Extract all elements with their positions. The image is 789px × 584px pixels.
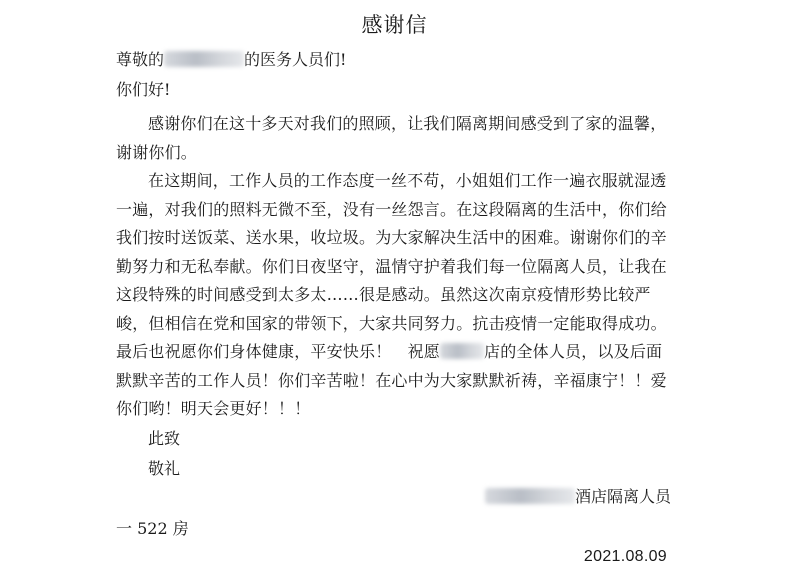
redacted-hotel-prefix [485,488,575,504]
greeting: 你们好! [116,80,171,99]
letter-body [116,110,676,424]
signature-text: 酒店隔离人员 [574,487,671,506]
letter-date: 2021.08.09 [583,548,667,565]
letter-title: 感谢信 [361,13,428,37]
closing-line-1: 此致 [148,429,181,448]
redacted-hotel-name [440,343,484,359]
paragraph-main [116,167,676,424]
salutation-prefix: 尊敬的 [116,50,165,69]
paragraph-main-part1: 在这期间，工作人员的工作态度一丝不苟，小姐姐们工作一遍衣服就湿透一遍，对我们的照料无微不至，没有一丝怨言。在这段隔离的生活中，你们给我们按时送饭菜、送水果，收垃圾。为大家解决生活中的困难。谢谢你们的辛勤努力和无私奉献。你们日夜坚守，温情守护着我们每一位隔离人员，让我在这段特殊的时间感受到太多太……很是感动。虽然这次南京疫情形势比较严峻，但相信在党和国家的带领下，大家共同努力。抗击疫情一定能取得成功。最后也祝愿你们身体健康，平安快乐！ 祝愿 [116,171,667,361]
redacted-hospital-name [164,51,244,67]
salutation-line [116,50,346,70]
paragraph-thanks: 感谢你们在这十多天对我们的照顾，让我们隔离期间感受到了家的温馨，谢谢你们。 [116,114,667,162]
paragraph-main-part2: 店的全体人员，以及后面默默辛苦的工作人员！你们辛苦啦！在心中为大家默默祈祷，辛福康宁！！爱你们哟！明天会更好！！！ [116,342,667,418]
room-number: 一 522 房 [116,519,189,538]
salutation-suffix: 的医务人员们! [244,50,347,69]
closing-line-2: 敬礼 [148,459,181,478]
signature-line [485,484,671,507]
